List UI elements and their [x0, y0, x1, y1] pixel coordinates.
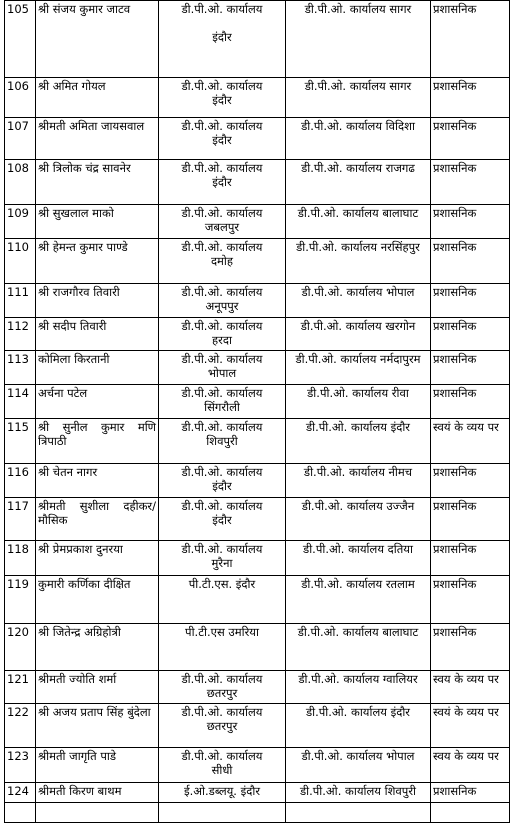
table-row — [5, 385, 510, 419]
transfer-table — [4, 0, 510, 823]
from-office-cell — [159, 1, 286, 78]
table-row — [5, 671, 510, 704]
from-office-line2: इंदौर — [212, 30, 232, 44]
table-row — [5, 160, 510, 205]
from-office-cell — [159, 671, 286, 704]
from-office-line1: डी.पी.ओ. कार्यालय — [181, 119, 263, 133]
employee-name-cell: श्री सदीप तिवारी — [36, 318, 159, 351]
serial-number-cell: 117 — [5, 498, 36, 541]
empty-cell — [36, 803, 159, 823]
from-office-line2: इंदौर — [212, 513, 232, 527]
to-office-cell: डी.पी.ओ. कार्यालय खरगोन — [286, 318, 431, 351]
from-office-cell — [159, 498, 286, 541]
to-office-cell: डी.पी.ओ. कार्यालय ग्वालियर — [286, 671, 431, 704]
table-row — [5, 704, 510, 748]
transfer-reason-cell: स्वयं के व्यय पर — [431, 419, 510, 464]
from-office-line1: डी.पी.ओ. कार्यालय — [181, 240, 263, 254]
from-office-line2: भोपाल — [207, 366, 237, 380]
table-row — [5, 78, 510, 118]
from-office-cell — [159, 318, 286, 351]
from-office-line1: डी.पी.ओ. कार्यालय — [181, 465, 263, 479]
table-row — [5, 624, 510, 671]
serial-number-cell: 111 — [5, 284, 36, 318]
transfer-reason-cell: प्रशासनिक — [431, 576, 510, 624]
serial-number-cell: 120 — [5, 624, 36, 671]
table-row — [5, 419, 510, 464]
from-office-line2: शिवपुरी — [206, 434, 238, 448]
from-office-cell — [159, 284, 286, 318]
to-office-cell: डी.पी.ओ. कार्यालय इंदौर — [286, 419, 431, 464]
serial-number-cell: 121 — [5, 671, 36, 704]
from-office-cell — [159, 239, 286, 284]
from-office-cell — [159, 748, 286, 783]
table-row — [5, 205, 510, 239]
table-row — [5, 239, 510, 284]
transfer-reason-cell: प्रशासनिक — [431, 541, 510, 576]
from-office-line2: सिंगरौली — [204, 400, 240, 414]
serial-number-cell: 109 — [5, 205, 36, 239]
from-office-cell — [159, 624, 286, 671]
employee-name-cell: श्रीमती किरण बाथम — [36, 783, 159, 803]
transfer-reason-cell: प्रशासनिक — [431, 624, 510, 671]
transfer-reason-cell: प्रशासनिक — [431, 385, 510, 419]
from-office-cell — [159, 78, 286, 118]
transfer-reason-cell: स्वय के व्यय पर — [431, 748, 510, 783]
to-office-cell: डी.पी.ओ. कार्यालय राजगढ — [286, 160, 431, 205]
to-office-cell: डी.पी.ओ. कार्यालय दतिया — [286, 541, 431, 576]
from-office-line2: अनूपपुर — [205, 299, 239, 313]
from-office-line2: सीधी — [211, 763, 233, 777]
employee-name-cell: श्री हेमन्त कुमार पाण्डे — [36, 239, 159, 284]
table-row — [5, 284, 510, 318]
from-office-cell — [159, 351, 286, 385]
employee-name-cell: श्री जितेन्द्र अग्रिहोत्री — [36, 624, 159, 671]
to-office-cell: डी.पी.ओ. कार्यालय इंदौर — [286, 704, 431, 748]
employee-name-cell: श्री त्रिलोक चंद्र सावनेर — [36, 160, 159, 205]
from-office-line2: हरदा — [212, 333, 232, 347]
transfer-reason-cell: प्रशासनिक — [431, 284, 510, 318]
to-office-cell: डी.पी.ओ. कार्यालय नरसिंहपुर — [286, 239, 431, 284]
serial-number-cell: 122 — [5, 704, 36, 748]
serial-number-cell: 118 — [5, 541, 36, 576]
serial-number-cell: 108 — [5, 160, 36, 205]
table-body — [5, 1, 510, 823]
transfer-reason-cell: प्रशासनिक — [431, 118, 510, 160]
table-row — [5, 351, 510, 385]
serial-number-cell: 119 — [5, 576, 36, 624]
serial-number-cell: 112 — [5, 318, 36, 351]
from-office-line2: छतरपुर — [206, 686, 238, 700]
employee-name-cell: श्री सुखलाल माको — [36, 205, 159, 239]
from-office-line1: डी.पी.ओ. कार्यालय — [181, 420, 263, 434]
from-office-line2: दमोह — [210, 254, 234, 268]
table-row — [5, 783, 510, 803]
transfer-reason-cell: स्वय के व्यय पर — [431, 671, 510, 704]
serial-number-cell: 124 — [5, 783, 36, 803]
from-office-line1: डी.पी.ओ. कार्यालय — [181, 705, 263, 719]
from-office-line2: जबलपुर — [204, 220, 240, 234]
serial-number-cell: 110 — [5, 239, 36, 284]
from-office-line1: डी.पी.ओ. कार्यालय — [181, 319, 263, 333]
employee-name-cell: श्रीमती जागृति पाडे — [36, 748, 159, 783]
serial-number-cell: 105 — [5, 1, 36, 78]
from-office-cell — [159, 704, 286, 748]
from-office-line2: इंदौर — [212, 93, 232, 107]
from-office-cell — [159, 576, 286, 624]
employee-name-cell: श्री अजय प्रताप सिंह बुंदेला — [36, 704, 159, 748]
empty-cell — [159, 803, 286, 823]
from-office-line1: डी.पी.ओ. कार्यालय — [181, 352, 263, 366]
employee-name-cell: श्री चेतन नागर — [36, 464, 159, 498]
empty-cell — [286, 803, 431, 823]
serial-number-cell: 123 — [5, 748, 36, 783]
from-office-cell — [159, 419, 286, 464]
table-row — [5, 541, 510, 576]
transfer-reason-cell: प्रशासनिक — [431, 783, 510, 803]
to-office-cell: डी.पी.ओ. कार्यालय शिवपुरी — [286, 783, 431, 803]
to-office-cell: डी.पी.ओ. कार्यालय रतलाम — [286, 576, 431, 624]
from-office-cell — [159, 205, 286, 239]
from-office-line1: डी.पी.ओ. कार्यालय — [181, 499, 263, 513]
serial-number-cell: 107 — [5, 118, 36, 160]
from-office-cell — [159, 118, 286, 160]
table-row — [5, 464, 510, 498]
from-office-line1: डी.पी.ओ. कार्यालय — [181, 161, 263, 175]
transfer-reason-cell: प्रशासनिक — [431, 1, 510, 78]
serial-number-cell: 113 — [5, 351, 36, 385]
from-office-line1: पी.टी.एस. इंदौर — [188, 577, 256, 591]
to-office-cell: डी.पी.ओ. कार्यालय उज्जैन — [286, 498, 431, 541]
from-office-line1: डी.पी.ओ. कार्यालय — [181, 285, 263, 299]
transfer-reason-cell: प्रशासनिक — [431, 318, 510, 351]
from-office-line1: डी.पी.ओ. कार्यालय — [181, 206, 263, 220]
from-office-line1: डी.पी.ओ. कार्यालय — [181, 749, 263, 763]
employee-name-cell: श्रीमती अमिता जायसवाल — [36, 118, 159, 160]
to-office-cell: डी.पी.ओ. कार्यालय सागर — [286, 78, 431, 118]
table-row — [5, 803, 510, 823]
from-office-line2: इंदौर — [212, 479, 232, 493]
to-office-cell: डी.पी.ओ. कार्यालय नीमच — [286, 464, 431, 498]
transfer-reason-cell: प्रशासनिक — [431, 464, 510, 498]
from-office-cell — [159, 783, 286, 803]
from-office-line2: छतरपुर — [206, 719, 238, 733]
transfer-reason-cell: प्रशासनिक — [431, 498, 510, 541]
from-office-line1: डी.पी.ओ. कार्यालय — [181, 386, 263, 400]
transfer-reason-cell: प्रशासनिक — [431, 78, 510, 118]
table-row — [5, 498, 510, 541]
employee-name-cell: श्री प्रेमप्रकाश दुनरया — [36, 541, 159, 576]
from-office-line1: डी.पी.ओ. कार्यालय — [181, 2, 263, 16]
from-office-cell — [159, 385, 286, 419]
employee-name-cell: श्रीमती सुशीला दहीकर/ मौसिक — [36, 498, 159, 541]
from-office-line2: मुरैना — [211, 556, 233, 570]
to-office-cell: डी.पी.ओ. कार्यालय बालाघाट — [286, 205, 431, 239]
table-row — [5, 318, 510, 351]
serial-number-cell: 116 — [5, 464, 36, 498]
to-office-cell: डी.पी.ओ. कार्यालय भोपाल — [286, 748, 431, 783]
from-office-line1: ई.ओ.डब्लयू. इंदौर — [183, 784, 261, 798]
from-office-line1: पी.टी.एस उमरिया — [185, 625, 259, 639]
employee-name-cell: अर्चना पटेल — [36, 385, 159, 419]
employee-name-cell: श्री संजय कुमार जाटव — [36, 1, 159, 78]
serial-number-cell: 106 — [5, 78, 36, 118]
employee-name-cell: कुमारी कर्णिका दीक्षित — [36, 576, 159, 624]
table-row — [5, 1, 510, 78]
from-office-line1: डी.पी.ओ. कार्यालय — [181, 542, 263, 556]
serial-number-cell: 115 — [5, 419, 36, 464]
from-office-cell — [159, 160, 286, 205]
empty-cell — [5, 803, 36, 823]
from-office-line2: इंदौर — [212, 175, 232, 189]
from-office-cell — [159, 464, 286, 498]
to-office-cell: डी.पी.ओ. कार्यालय बालाघाट — [286, 624, 431, 671]
transfer-reason-cell: प्रशासनिक — [431, 205, 510, 239]
transfer-reason-cell: स्वयं के व्यय पर — [431, 704, 510, 748]
transfer-reason-cell: प्रशासनिक — [431, 351, 510, 385]
employee-name-cell: श्री राजगौरव तिवारी — [36, 284, 159, 318]
from-office-line1: डी.पी.ओ. कार्यालय — [181, 79, 263, 93]
employee-name-cell: कोमिला किरतानी — [36, 351, 159, 385]
transfer-reason-cell: प्रशासनिक — [431, 239, 510, 284]
to-office-cell: डी.पी.ओ. कार्यालय नर्मदापुरम — [286, 351, 431, 385]
to-office-cell: डी.पी.ओ. कार्यालय सागर — [286, 1, 431, 78]
from-office-cell — [159, 541, 286, 576]
employee-name-cell: श्री अमित गोयल — [36, 78, 159, 118]
from-office-line1: डी.पी.ओ. कार्यालय — [181, 672, 263, 686]
table-row — [5, 576, 510, 624]
to-office-cell: डी.पी.ओ. कार्यालय भोपाल — [286, 284, 431, 318]
table-row — [5, 748, 510, 783]
to-office-cell: डी.पी.ओ. कार्यालय रीवा — [286, 385, 431, 419]
table-row — [5, 118, 510, 160]
serial-number-cell: 114 — [5, 385, 36, 419]
from-office-line2: इंदौर — [212, 133, 232, 147]
to-office-cell: डी.पी.ओ. कार्यालय विदिशा — [286, 118, 431, 160]
employee-name-cell: श्रीमती ज्योति शर्मा — [36, 671, 159, 704]
employee-name-cell: श्री सुनील कुमार मणि त्रिपाठी — [36, 419, 159, 464]
transfer-reason-cell: प्रशासनिक — [431, 160, 510, 205]
empty-cell — [431, 803, 510, 823]
